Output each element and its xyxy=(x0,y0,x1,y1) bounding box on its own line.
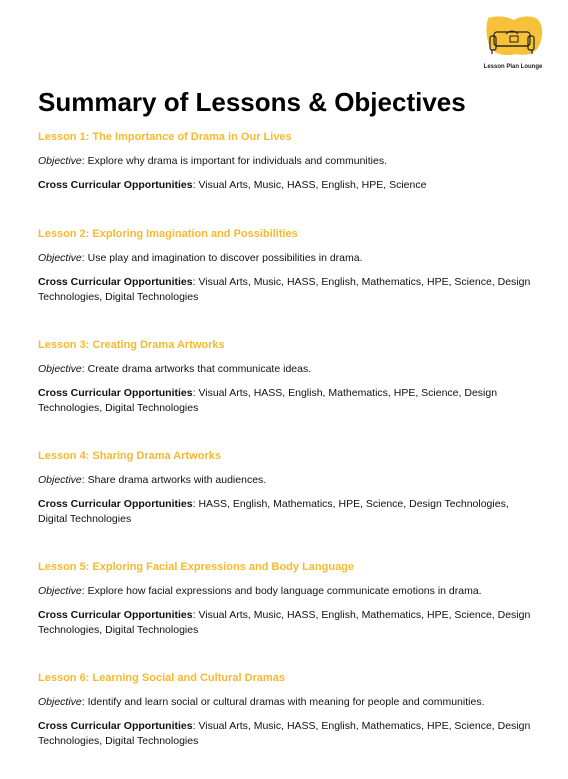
lesson-item-5 xyxy=(38,560,538,638)
lesson-cross-curricular xyxy=(38,275,538,305)
lesson-item-3 xyxy=(38,338,538,416)
cross-text: : Visual Arts, Music, HASS, English, HPE, Science xyxy=(192,179,427,191)
objective-text: : Share drama artworks with audiences. xyxy=(81,474,267,486)
objective-text: : Identify and learn social or cultural dramas with meaning for people and communities. xyxy=(81,696,485,708)
lesson-title: Lesson 3: Creating Drama Artworks xyxy=(38,339,225,351)
lesson-cross-curricular xyxy=(38,178,538,193)
lesson-title: Lesson 1: The Importance of Drama in Our Lives xyxy=(38,131,292,143)
lesson-item-1 xyxy=(38,130,538,193)
cross-label: Cross Curricular Opportunities xyxy=(38,609,193,621)
lesson-cross-curricular xyxy=(38,608,538,638)
cross-text: : HASS, English, Mathematics, HPE, Science, Design Technologies, Digital Technologies xyxy=(38,498,509,525)
lesson-title: Lesson 6: Learning Social and Cultural Dramas xyxy=(38,672,285,684)
lesson-item-6 xyxy=(38,671,538,749)
lesson-objective xyxy=(38,362,538,376)
objective-text: : Explore why drama is important for individuals and communities. xyxy=(81,155,387,167)
logo-text: Lesson Plan Lounge xyxy=(483,64,543,70)
objective-text: : Create drama artworks that communicate ideas. xyxy=(81,363,312,375)
lesson-objective xyxy=(38,584,538,598)
lesson-title: Lesson 2: Exploring Imagination and Possibilities xyxy=(38,228,298,240)
objective-label: Objective xyxy=(38,585,82,597)
objective-label: Objective xyxy=(38,696,82,708)
cross-text: : Visual Arts, HASS, English, Mathematics, HPE, Science, Design Technologies, Digital Technologies xyxy=(38,387,498,414)
cross-label: Cross Curricular Opportunities xyxy=(38,276,193,288)
lesson-cross-curricular xyxy=(38,386,538,416)
cross-label: Cross Curricular Opportunities xyxy=(38,720,193,732)
lesson-item-4 xyxy=(38,449,538,527)
lesson-item-2 xyxy=(38,227,538,305)
cross-label: Cross Curricular Opportunities xyxy=(38,179,193,191)
lesson-title: Lesson 5: Exploring Facial Expressions and Body Language xyxy=(38,561,355,573)
page-title: Summary of Lessons & Objectives xyxy=(38,87,466,117)
lesson-objective xyxy=(38,154,538,168)
cross-text: : Visual Arts, Music, HASS, English, Mathematics, HPE, Science, Design Technologies, Digital Technologies xyxy=(38,720,531,747)
objective-label: Objective xyxy=(38,155,82,167)
objective-label: Objective xyxy=(38,252,82,264)
cross-label: Cross Curricular Opportunities xyxy=(38,387,193,399)
lesson-objective xyxy=(38,695,538,709)
brand-logo xyxy=(480,14,546,68)
lesson-cross-curricular xyxy=(38,719,538,749)
lesson-objective xyxy=(38,473,538,487)
cross-text: : Visual Arts, Music, HASS, English, Mathematics, HPE, Science, Design Technologies, Digital Technologies xyxy=(38,276,531,303)
cross-label: Cross Curricular Opportunities xyxy=(38,498,193,510)
lesson-title: Lesson 4: Sharing Drama Artworks xyxy=(38,450,221,462)
lesson-objective xyxy=(38,251,538,265)
cross-text: : Visual Arts, Music, HASS, English, Mathematics, HPE, Science, Design Technologies, Digital Technologies xyxy=(38,609,531,636)
sofa-icon xyxy=(480,14,546,64)
objective-label: Objective xyxy=(38,363,82,375)
objective-text: : Use play and imagination to discover possibilities in drama. xyxy=(81,252,363,264)
objective-label: Objective xyxy=(38,474,82,486)
lesson-cross-curricular xyxy=(38,497,538,527)
objective-text: : Explore how facial expressions and body language communicate emotions in drama. xyxy=(81,585,482,597)
